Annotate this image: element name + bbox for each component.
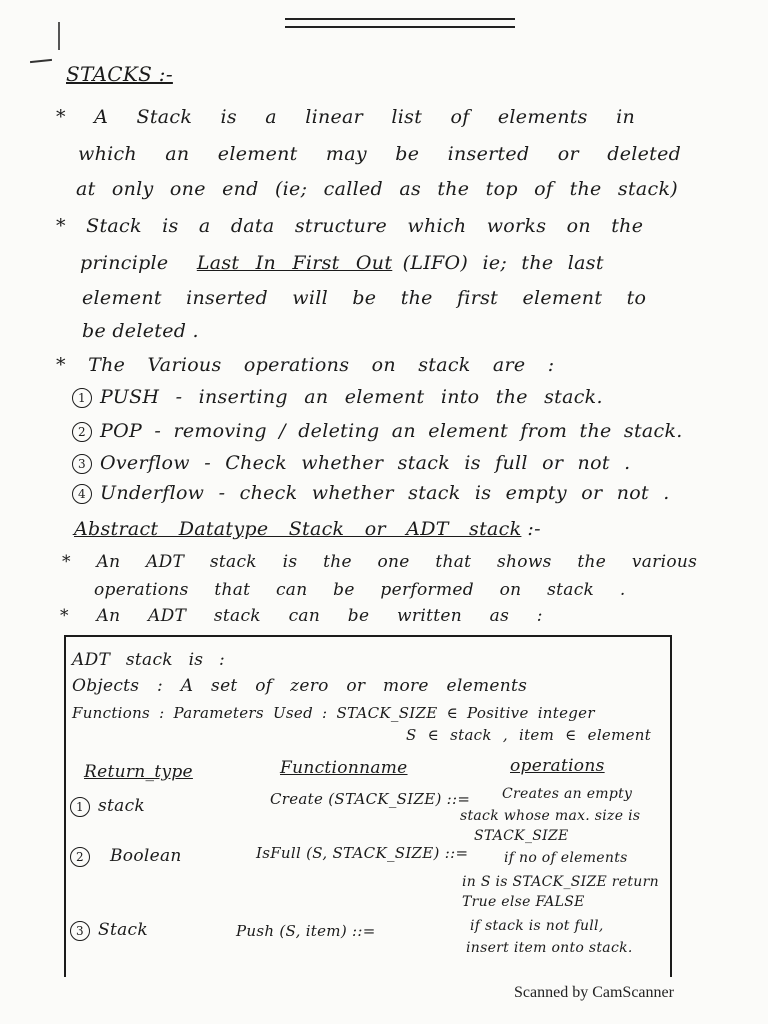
- def-line-3: at only one end (ie; called as the top of the stack): [76, 178, 679, 200]
- box-line-3: Functions : Parameters Used : STACK_SIZE ∈ Positive integer: [72, 704, 595, 722]
- lifo-phrase: Last In First Out: [196, 252, 393, 274]
- op-item-pop: [72, 420, 683, 442]
- op-item-push: [72, 386, 603, 408]
- row-3-return: [70, 920, 148, 941]
- row-3-op-2: insert item onto stack.: [466, 940, 633, 956]
- row-number: 3: [70, 921, 90, 941]
- op-text: PUSH - inserting an element into the stack.: [100, 386, 603, 408]
- box-line-4: S ∈ stack , item ∈ element: [406, 726, 652, 744]
- top-rule-2: [285, 26, 515, 28]
- box-line-1: ADT stack is :: [72, 650, 226, 670]
- top-rule-1: [285, 18, 515, 20]
- row-2-op-2: in S is STACK_SIZE return: [462, 874, 659, 890]
- col-operations: operations: [510, 756, 605, 776]
- op-number: 1: [72, 388, 92, 408]
- op-text: Overflow - Check whether stack is full or not .: [100, 452, 631, 474]
- adt-line-3: * An ADT stack can be written as :: [60, 606, 543, 626]
- row-return-type: Boolean: [110, 846, 182, 866]
- row-2-function: IsFull (S, STACK_SIZE) ::=: [256, 844, 469, 862]
- page-title: STACKS :-: [66, 62, 173, 86]
- def-principle: principle: [80, 252, 169, 274]
- row-3-op-1: if stack is not full,: [470, 918, 604, 934]
- row-3-function: Push (S, item) ::=: [236, 922, 376, 940]
- def-line-1: * A Stack is a linear list of elements in: [56, 106, 635, 128]
- row-2-op-1: if no of elements: [504, 850, 628, 866]
- scanner-watermark: Scanned by CamScanner: [514, 984, 674, 1001]
- row-1-op-2: stack whose max. size is: [460, 808, 641, 824]
- def-lifo-rest: (LIFO) ie; the last: [402, 252, 604, 274]
- margin-tick: [58, 22, 60, 50]
- op-text: POP - removing / deleting an element from the stack.: [100, 420, 683, 442]
- row-1-op-1: Creates an empty: [502, 786, 633, 802]
- def-line-7: be deleted .: [82, 320, 199, 342]
- adt-line-1: * An ADT stack is the one that shows the various: [62, 552, 698, 572]
- def-line-6: element inserted will be the first element to: [82, 287, 647, 309]
- adt-heading-text: Abstract Datatype Stack or ADT stack: [74, 518, 522, 540]
- row-number: 2: [70, 847, 90, 867]
- adt-heading: [74, 518, 541, 540]
- op-text: Underflow - check whether stack is empty or not .: [100, 482, 670, 504]
- op-item-underflow: [72, 482, 670, 504]
- row-1-op-3: STACK_SIZE: [474, 828, 569, 844]
- row-2-return: [70, 846, 182, 867]
- row-return-type: Stack: [98, 920, 148, 940]
- box-line-2: Objects : A set of zero or more elements: [72, 676, 528, 696]
- row-1-function: Create (STACK_SIZE) ::=: [270, 790, 471, 808]
- col-function-name: Functionname: [280, 758, 408, 778]
- def-line-5: [80, 252, 604, 274]
- margin-mark: [30, 59, 52, 63]
- col-return-type: Return_type: [84, 762, 193, 782]
- def-line-2: which an element may be inserted or deleted: [78, 143, 682, 165]
- def-line-4: * Stack is a data structure which works on the: [56, 215, 644, 237]
- ops-intro: * The Various operations on stack are :: [56, 354, 555, 376]
- row-2-op-3: True else FALSE: [462, 894, 585, 910]
- op-item-overflow: [72, 452, 630, 474]
- adt-line-2: operations that can be performed on stack .: [94, 580, 626, 600]
- row-1-return: [70, 796, 145, 817]
- row-number: 1: [70, 797, 90, 817]
- op-number: 4: [72, 484, 92, 504]
- op-number: 3: [72, 454, 92, 474]
- adt-heading-suffix: :-: [527, 518, 541, 540]
- op-number: 2: [72, 422, 92, 442]
- row-return-type: stack: [98, 796, 146, 816]
